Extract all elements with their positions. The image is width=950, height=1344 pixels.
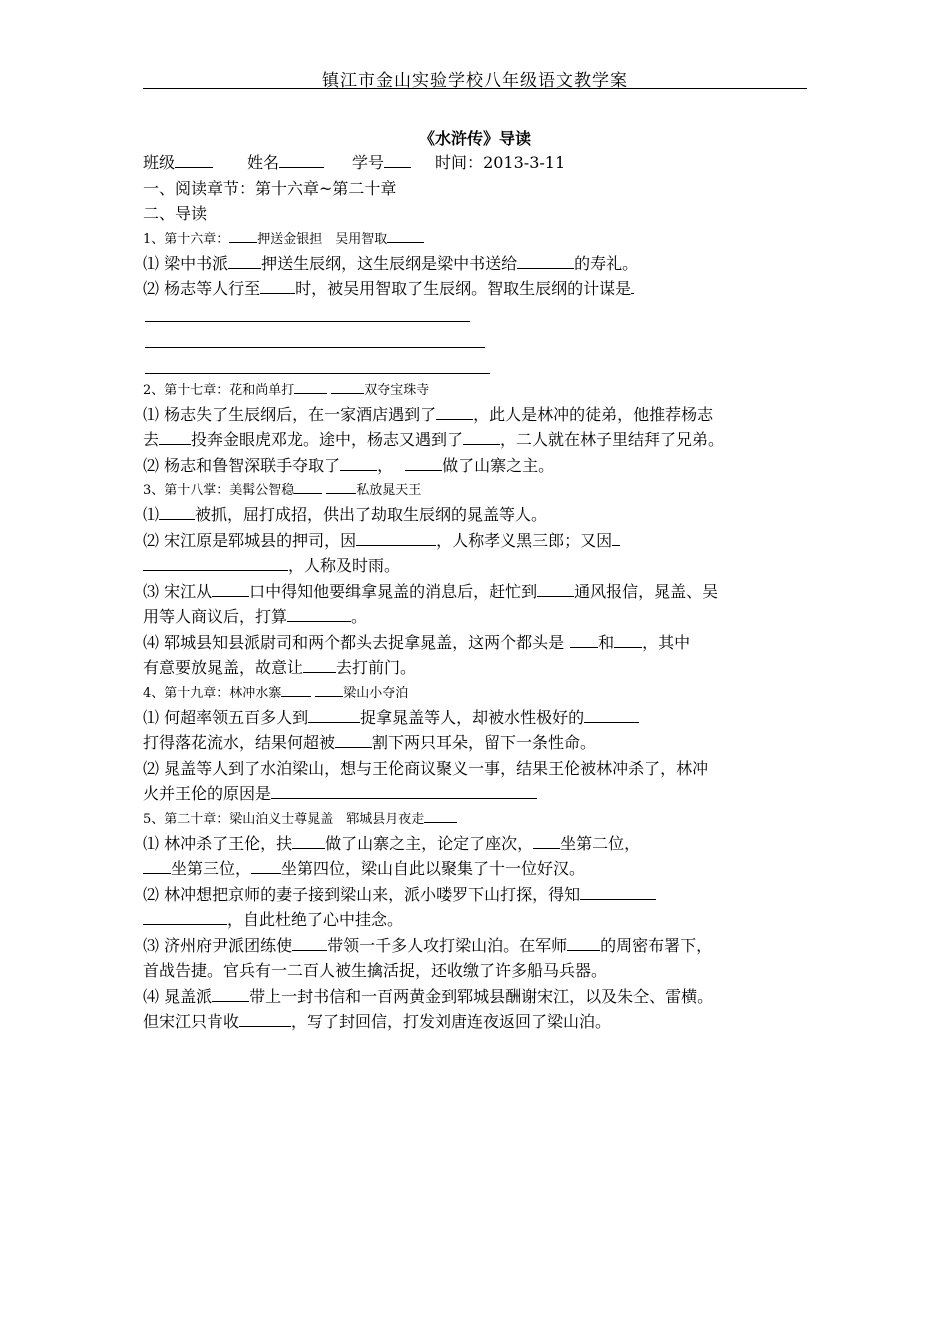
ch17-heading-title: 双夺宝珠寺 [364, 382, 430, 398]
ch16-q1-blank-2[interactable] [517, 253, 574, 269]
ch20-q1-text-a: ⑴ 林冲杀了王伦，扶 [143, 833, 293, 853]
ch20-q1-text-c: 坐第二位， [560, 833, 641, 853]
ch20-heading-title: 5、第二十章：梁山泊义士尊晁盖 郓城县月夜走 [143, 811, 425, 827]
ch20-q3-text-c: 的周密布署下， [600, 935, 713, 955]
ch20-q3-blank-1[interactable] [292, 935, 327, 951]
ch20-q3-text-b: 带领一千多人攻打梁山泊。在军师 [327, 935, 568, 955]
ch20-question-2-line-2 [143, 907, 807, 933]
ch20-q3-blank-2[interactable] [567, 935, 600, 951]
ch19-heading-blank-1[interactable] [281, 681, 311, 697]
ch17-question-1-line-2 [143, 427, 807, 453]
ch18-question-3-line-2 [143, 604, 807, 630]
ch17-heading [143, 378, 807, 402]
ch19-heading [143, 681, 807, 705]
class-label: 班级 [143, 153, 176, 172]
ch18-question-4-line-1 [143, 630, 807, 656]
ch19-q1-text-c: 打得落花流水，结果何超被 [143, 733, 336, 752]
ch16-heading-prefix: 1、第十六章： [143, 231, 230, 247]
ch18-heading-blank-1[interactable] [294, 478, 322, 494]
answer-line[interactable] [143, 302, 807, 328]
number-blank[interactable] [384, 152, 411, 168]
ch19-heading-title: 梁山小夺泊 [343, 685, 409, 701]
ch16-q1-blank-1[interactable] [228, 253, 261, 269]
ch18-q3-blank-1[interactable] [212, 581, 249, 597]
ch18-q3-text-b: 口中得知他要缉拿晁盖的消息后，赶忙到 [249, 581, 538, 601]
ch18-q4-blank-2[interactable] [614, 632, 642, 648]
ch18-heading-blank-2[interactable] [326, 478, 356, 494]
ch16-q2-text-b: 时，被吴用智取了生辰纲。智取生辰纲的计谋是 [295, 279, 632, 298]
student-info-row [143, 150, 807, 176]
header-rule [143, 88, 807, 89]
ch20-q1-text-e: 坐第四位，梁山自此以聚集了十一位好汉。 [281, 859, 586, 878]
ch20-q2-blank-2[interactable] [143, 909, 227, 925]
ch19-q2-blank[interactable] [271, 783, 537, 799]
ch18-heading-title: 私放晁天王 [356, 483, 422, 498]
ch17-q1-blank-3[interactable] [463, 429, 500, 445]
ch18-q3-blank-2[interactable] [537, 581, 574, 597]
ch16-q1-text-a: ⑴ 梁中书派 [143, 253, 229, 273]
ch16-q2-text-a: ⑵ 杨志等人行至 [143, 279, 261, 298]
reading-chapters-line: 一、阅读章节：第十六章~第二十章 [143, 178, 397, 198]
ch20-question-1-line-1 [143, 831, 807, 857]
ch18-q4-text-d: 有意要放晁盖，故意让 [143, 658, 304, 677]
ch19-q1-blank-3[interactable] [335, 732, 372, 748]
name-label: 姓名 [247, 153, 280, 172]
ch17-q1-blank-1[interactable] [436, 404, 473, 420]
ch19-q1-blank-2[interactable] [584, 707, 639, 723]
ch18-q2-blank-1[interactable] [356, 530, 436, 546]
ch18-q3-text-a: ⑶ 宋江从 [143, 581, 213, 601]
ch18-q1-number: ⑴ [143, 505, 160, 524]
ch20-heading [143, 807, 807, 831]
ch20-question-3-line-1 [143, 933, 807, 959]
ch18-q2-text-a: ⑵ 宋江原是郓城县的押司，因 [143, 530, 357, 550]
ch20-q4-text-d: ，写了封回信，打发刘唐连夜返回了梁山泊。 [291, 1012, 612, 1031]
ch18-q2-text-b: ，人称孝义黑三郎；又因 [436, 530, 613, 550]
ch17-q2-text-b: ， [377, 455, 394, 475]
ch20-q1-blank-2[interactable] [533, 833, 560, 849]
ch16-q2-blank-1[interactable] [260, 278, 295, 294]
ch20-question-1-line-2 [143, 856, 807, 882]
ch19-q1-blank-1[interactable] [308, 707, 360, 723]
ch18-question-2-line-1 [143, 528, 807, 554]
ch20-q1-blank-1[interactable] [292, 833, 325, 849]
ch20-q2-text-b: ，自此杜绝了心中挂念。 [227, 910, 404, 929]
answer-line[interactable] [143, 354, 807, 378]
ch17-q1-text-b: ，此人是林冲的徒弟，他推荐杨志 [473, 404, 714, 424]
ch18-q1-text: 被抓，屈打成招，供出了劫取生辰纲的晁盖等人。 [195, 505, 548, 524]
ch18-question-1 [143, 502, 807, 528]
ch19-q2-text: 火并王伦的原因是 [143, 784, 272, 803]
ch17-q1-text-a: ⑴ 杨志失了生辰纲后，在一家酒店遇到了 [143, 404, 437, 424]
ch17-heading-prefix: 2、第十七章：花和尚单打 [143, 382, 295, 398]
ch20-q2-text-a: ⑵ 林冲想把京师的妻子接到梁山来，派小喽罗下山打探，得知 [143, 884, 581, 904]
ch18-q3-blank-3[interactable] [287, 606, 351, 622]
ch18-question-3-line-1 [143, 579, 807, 605]
ch20-question-4-line-2 [143, 1009, 807, 1035]
ch18-q2-blank-2[interactable] [612, 530, 620, 546]
answer-line[interactable] [143, 328, 807, 354]
ch20-q2-blank-1[interactable] [580, 884, 656, 900]
number-label: 学号 [352, 153, 385, 172]
ch18-q1-blank[interactable] [159, 504, 195, 520]
ch18-q4-blank-1[interactable] [570, 632, 598, 648]
ch20-q1-blank-3[interactable] [143, 858, 171, 874]
ch16-heading-blank[interactable] [229, 227, 257, 243]
ch18-heading-prefix: 3、第十八掌：美髯公智稳 [143, 483, 295, 498]
ch18-q3-text-d: 用等人商议后，打算 [143, 607, 288, 626]
ch18-q2-blank-3[interactable] [143, 555, 288, 571]
ch20-question-2-line-1 [143, 882, 807, 908]
ch18-q3-text-c: 通风报信，晁盖、吴 [574, 581, 719, 601]
ch16-q1-text-c: 的寿礼。 [574, 253, 639, 273]
ch19-q1-text-a: ⑴ 何超率领五百多人到 [143, 707, 309, 727]
ch18-q4-text-c: ，其中 [642, 632, 691, 652]
ch20-q4-text-a: ⑷ 晁盖派 [143, 986, 213, 1006]
ch16-heading-blank-2[interactable] [387, 227, 424, 243]
ch16-heading [143, 227, 807, 251]
ch19-q1-text-b: 捉拿晁盖等人，却被水性极好的 [360, 707, 585, 727]
ch17-q2-blank-2[interactable] [405, 455, 442, 471]
ch17-heading-blank-1[interactable] [294, 378, 327, 394]
ch17-q2-text-a: ⑵ 杨志和鲁智深联手夺取了 [143, 455, 341, 475]
ch20-q4-text-c: 但宋江只肯收 [143, 1012, 240, 1031]
ch16-question-1 [143, 251, 807, 277]
ch19-question-2-line-1: ⑵ 晁盖等人到了水泊梁山，想与王伦商议聚义一事，结果王伦被林冲杀了，林冲 [143, 758, 709, 778]
ch17-q1-text-d: 投奔金眼虎邓龙。途中，杨志又遇到了 [191, 430, 464, 449]
ch19-question-2-line-2 [143, 781, 807, 807]
ch20-q4-blank-1[interactable] [212, 986, 249, 1002]
ch17-q2-blank-1[interactable] [340, 455, 377, 471]
worksheet-body [143, 150, 807, 1035]
name-blank[interactable] [279, 152, 324, 168]
ch17-heading-blank-2[interactable] [331, 378, 364, 394]
ch20-question-4-line-1 [143, 984, 807, 1010]
ch16-q1-text-b: 押送生辰纲，这生辰纲是梁中书送给 [261, 253, 518, 273]
ch20-q4-text-b: 带上一封书信和一百两黄金到郓城县酬谢宋江，以及朱仝、雷横。 [249, 986, 714, 1006]
ch19-heading-prefix: 4、第十九章：林冲水寨 [143, 685, 282, 701]
ch19-question-1-line-2 [143, 730, 807, 756]
school-header: 镇江市金山实验学校八年级语文教学案 [322, 71, 628, 91]
ch19-question-1-line-1 [143, 705, 807, 731]
ch17-q1-text-e: ，二人就在林子里结拜了兄弟。 [500, 430, 725, 449]
ch19-q1-text-d: 割下两只耳朵，留下一条性命。 [372, 733, 597, 752]
ch18-q4-text-b: 和 [598, 632, 615, 652]
ch17-q2-text-c: 做了山寨之主。 [442, 455, 555, 475]
ch18-q4-text-e: 去打前门。 [336, 658, 417, 677]
ch16-heading-title: 押送金银担 吴用智取 [257, 231, 388, 247]
guide-heading: 二、导读 [143, 204, 208, 223]
ch20-question-3-line-2: 首战告捷。官兵有一二百人被生擒活捉，还收缴了许多船马兵器。 [143, 961, 608, 980]
class-blank[interactable] [175, 152, 213, 168]
ch16-question-2 [143, 276, 807, 302]
ch18-question-2-line-2 [143, 553, 807, 579]
ch18-q2-text-c: ，人称及时雨。 [288, 556, 401, 575]
ch17-q1-text-c: 去 [143, 430, 160, 449]
ch20-q3-text-a: ⑶ 济州府尹派团练使 [143, 935, 293, 955]
ch20-heading-blank[interactable] [424, 807, 457, 823]
ch18-q3-text-e: 。 [351, 607, 368, 626]
ch18-question-4-line-2 [143, 655, 807, 681]
ch20-q1-blank-4[interactable] [251, 858, 281, 874]
ch17-question-1-line-1 [143, 402, 807, 428]
ch18-q4-blank-3[interactable] [303, 657, 336, 673]
ch17-q1-blank-2[interactable] [159, 429, 191, 445]
document-title: 《水浒传》导读 [418, 129, 531, 148]
ch18-heading [143, 478, 807, 502]
ch17-question-2 [143, 453, 807, 479]
ch18-q4-text-a: ⑷ 郓城县知县派尉司和两个都头去捉拿晁盖，这两个都头是 [143, 632, 565, 652]
date-value: 2013-3-11 [483, 153, 566, 172]
ch16-q2-blank-2[interactable] [631, 278, 634, 294]
ch20-q1-text-d: 坐第三位， [171, 859, 252, 878]
time-label: 时间： [435, 153, 484, 172]
ch20-q4-blank-2[interactable] [239, 1011, 291, 1027]
ch20-q1-text-b: 做了山寨之主，论定了座次， [325, 833, 534, 853]
ch19-heading-blank-2[interactable] [315, 681, 343, 697]
